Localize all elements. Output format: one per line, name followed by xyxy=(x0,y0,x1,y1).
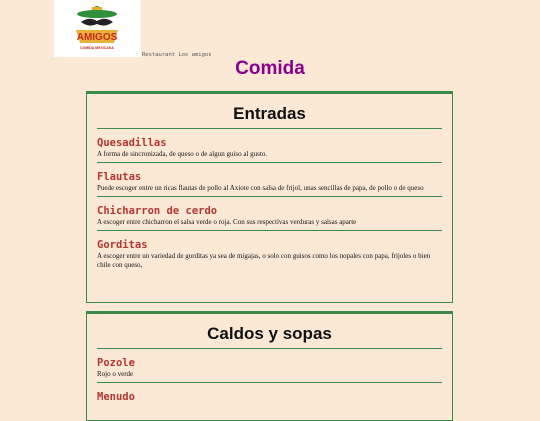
menu-item xyxy=(97,383,442,407)
restaurant-logo xyxy=(54,0,141,57)
menu-item-description: A escoger entre chicharron el salsa verde o roja. Con sus respectivas verduras y salsas aparte xyxy=(97,218,357,226)
menu-item-description: A forma de sincronizada, de queso o de algun guiso al gusto. xyxy=(97,150,268,158)
section-heading: Entradas xyxy=(97,94,442,129)
menu-item xyxy=(97,231,442,273)
menu-item-description: Rojo o verde xyxy=(97,370,134,378)
menu-item-name: Pozole xyxy=(97,357,135,369)
menu-item-description: Puede escoger entre un ricas flautas de pollo al Axiote con salsa de frijol, unas sencillas de papa, de pollo o de queso xyxy=(97,184,424,192)
logo-brand-text: AMIGOS xyxy=(76,32,118,43)
menu-item xyxy=(97,197,442,231)
menu-item xyxy=(97,129,442,163)
menu-item xyxy=(97,349,442,383)
section-entradas xyxy=(86,91,453,303)
menu-item-description: A escoger entre un variedad de gorditas ya sea de migajas, o solo con guisos como los nopales con papa, frijoles o bien chile con queso, xyxy=(97,252,431,269)
menu-item-name: Chicharron de cerdo xyxy=(97,205,218,217)
menu-item-name: Gorditas xyxy=(97,239,148,251)
logo-caption: Restaurant Los amigos xyxy=(142,52,212,58)
section-heading: Caldos y sopas xyxy=(97,314,442,349)
page-title: Comida xyxy=(235,58,305,79)
menu-item-name: Menudo xyxy=(97,391,135,403)
menu-item xyxy=(97,163,442,197)
menu-item-name: Quesadillas xyxy=(97,137,167,149)
menu-item-name: Flautas xyxy=(97,171,142,183)
logo-tagline-text: COMIDA MEXICANA xyxy=(80,46,114,50)
